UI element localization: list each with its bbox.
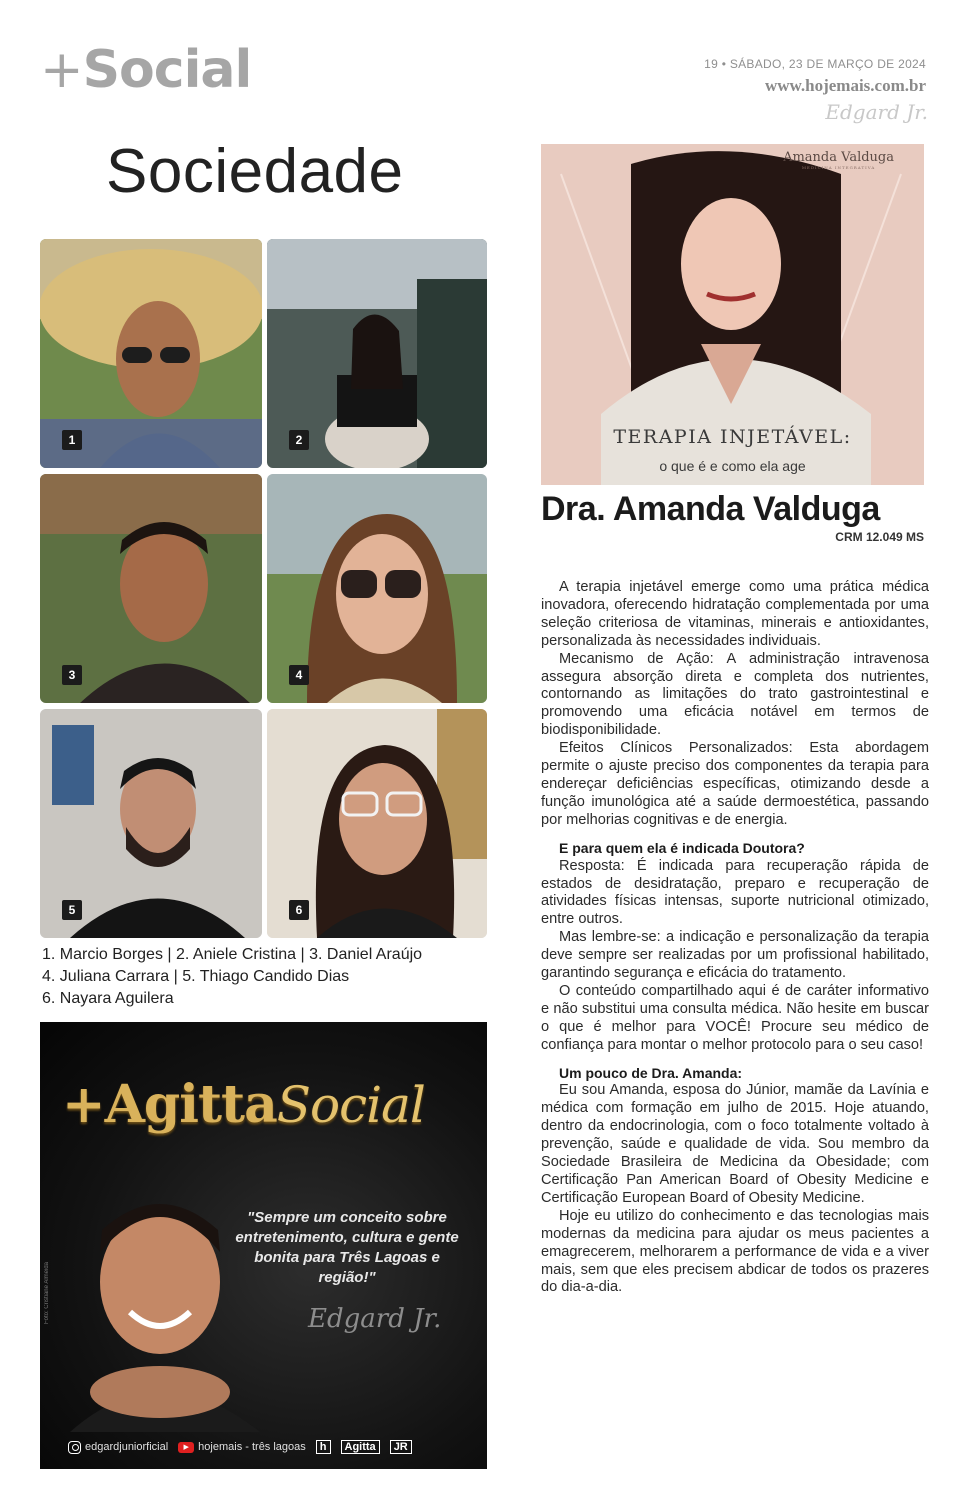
article-paragraph: Resposta: É indicada para recuperação rápida de estados de desidratação, preparo e recuperação de atividades físicas intensas, suporte nutricional otimizado, entre outros. bbox=[541, 857, 929, 928]
article-paragraph: Mas lembre-se: a indicação e personalização da terapia deve sempre ser realizadas por um profissional habilitado, garantindo segurança e eficácia do tratamento. bbox=[541, 929, 929, 982]
website-url[interactable]: www.hojemais.com.br bbox=[764, 76, 926, 95]
youtube-channel: hojemais - três lagoas bbox=[198, 1441, 306, 1453]
feature-headline: TERAPIA INJETÁVEL: bbox=[613, 426, 852, 448]
hojemais-logo: h bbox=[316, 1440, 331, 1454]
photo-4 bbox=[267, 474, 487, 703]
ad-title-script: Social bbox=[276, 1076, 425, 1134]
section-title: Sociedade bbox=[106, 137, 404, 206]
issue-date-line: 19 • SÁBADO, 23 DE MARÇO DE 2024 bbox=[704, 57, 926, 71]
photo-6 bbox=[267, 709, 487, 938]
article-paragraph: A terapia injetável emerge como uma prática médica inovadora, oferecendo hidratação complementada por uma seleção criteriosa de vitaminas, minerais e antioxidantes, personalizada às necessidades individuais. bbox=[541, 579, 929, 649]
article-paragraph: Mecanismo de Ação: A administração intravenosa assegura absorção direta e completa dos nutrientes, contornando as limitações do trato gastrointestinal e promovendo uma eficácia notável em termos de biodisponibilidade. bbox=[541, 650, 929, 739]
ad-youtube[interactable] bbox=[178, 1441, 306, 1453]
caption-line: 1. Marcio Borges | 2. Aniele Cristina | 3. Daniel Araújo bbox=[42, 946, 423, 963]
ad-instagram[interactable] bbox=[68, 1441, 168, 1454]
feature-banner bbox=[541, 144, 924, 485]
photo-number-badge: 4 bbox=[289, 665, 309, 685]
photo-5 bbox=[40, 709, 262, 938]
photo-captions bbox=[42, 944, 422, 1010]
caption-line: 6. Nayara Aguilera bbox=[42, 990, 174, 1007]
caption-line: 4. Juliana Carrara | 5. Thiago Candido Dias bbox=[42, 968, 350, 985]
ad-photo-credit: Foto: Cristiane Almeida bbox=[44, 1262, 50, 1325]
jr-logo: JR bbox=[390, 1440, 412, 1454]
feature-subheadline: o que é e como ela age bbox=[659, 458, 806, 474]
ad-signature: Edgard Jr. bbox=[308, 1304, 442, 1334]
photo-1 bbox=[40, 239, 262, 468]
doctor-name: Dra. Amanda Valduga bbox=[541, 490, 880, 528]
clinic-brand-name: Amanda Valduga bbox=[783, 150, 894, 165]
photo-number-badge: 6 bbox=[289, 900, 309, 920]
columnist-signature: Edgard Jr. bbox=[825, 100, 928, 124]
brand-plus: + bbox=[40, 40, 83, 100]
section-brand bbox=[40, 40, 251, 100]
photo-number-badge: 2 bbox=[289, 430, 309, 450]
columnist-portrait-image bbox=[60, 1172, 260, 1432]
article-paragraph: Eu sou Amanda, esposa do Júnior, mamãe da Lavínia e médica com formação em julho de 2015. Hoje atuando, dentro da endocrinologia, com o foco totalmente voltado à prevenção, saúde e qualidade de vida. Sou membro da Sociedade Brasileira de Medicina da Obesidade; com Certificação Pan American Board of Obesity Medicine e Certificação European Board of Obesity Medicine. bbox=[541, 1082, 929, 1206]
photo-3 bbox=[40, 474, 262, 703]
article-body bbox=[541, 579, 929, 1297]
photo-number-badge: 3 bbox=[62, 665, 82, 685]
clinic-brand bbox=[783, 150, 894, 170]
ad-title bbox=[62, 1074, 425, 1135]
ad-footer bbox=[40, 1432, 487, 1462]
article-paragraph: O conteúdo compartilhado aqui é de caráter informativo e não substitui uma consulta médica. Não hesite em buscar o que é melhor para VOCÊ! Procure seu médico de confiança para montar o melhor protocolo para o seu caso! bbox=[541, 982, 929, 1053]
article-subheading: Um pouco de Dra. Amanda: bbox=[559, 1064, 743, 1081]
article-paragraph: Hoje eu utilizo do conhecimento e das tecnologias mais modernas da medicina para ajudar os meus pacientes a emagrecerem, melhorarem a performance de vida e a viver mais, sem que eles precisem abdicar de todos os prazeres do dia-a-dia. bbox=[541, 1207, 929, 1296]
agitta-logo: Agitta bbox=[341, 1440, 380, 1454]
brand-name: Social bbox=[82, 40, 252, 100]
ad-title-main: +Agitta bbox=[62, 1074, 277, 1135]
ad-quote: "Sempre um conceito sobre entretenimento, cultura e gente bonita para Três Lagoas e região!" bbox=[235, 1209, 459, 1286]
clinic-brand-tag: MEDICINA INTEGRATIVA bbox=[801, 165, 876, 170]
instagram-handle: edgardjuniorficial bbox=[85, 1441, 169, 1453]
photo-number-badge: 1 bbox=[62, 430, 82, 450]
article-subheading: E para quem ela é indicada Doutora? bbox=[559, 839, 805, 856]
youtube-icon: ▶ bbox=[178, 1442, 194, 1453]
doctor-crm: CRM 12.049 MS bbox=[835, 530, 924, 544]
instagram-icon bbox=[68, 1441, 81, 1454]
article-paragraph: Efeitos Clínicos Personalizados: Esta abordagem permite o ajuste preciso dos componentes da terapia para endereçar deficiências específicas, otimizando desde a função imunológica até a saúde dermoestética, passando por melhorias cognitivas e de energia. bbox=[541, 740, 929, 828]
photo-number-badge: 5 bbox=[62, 900, 82, 920]
photo-2 bbox=[267, 239, 487, 468]
agitta-social-ad[interactable] bbox=[40, 1022, 487, 1469]
